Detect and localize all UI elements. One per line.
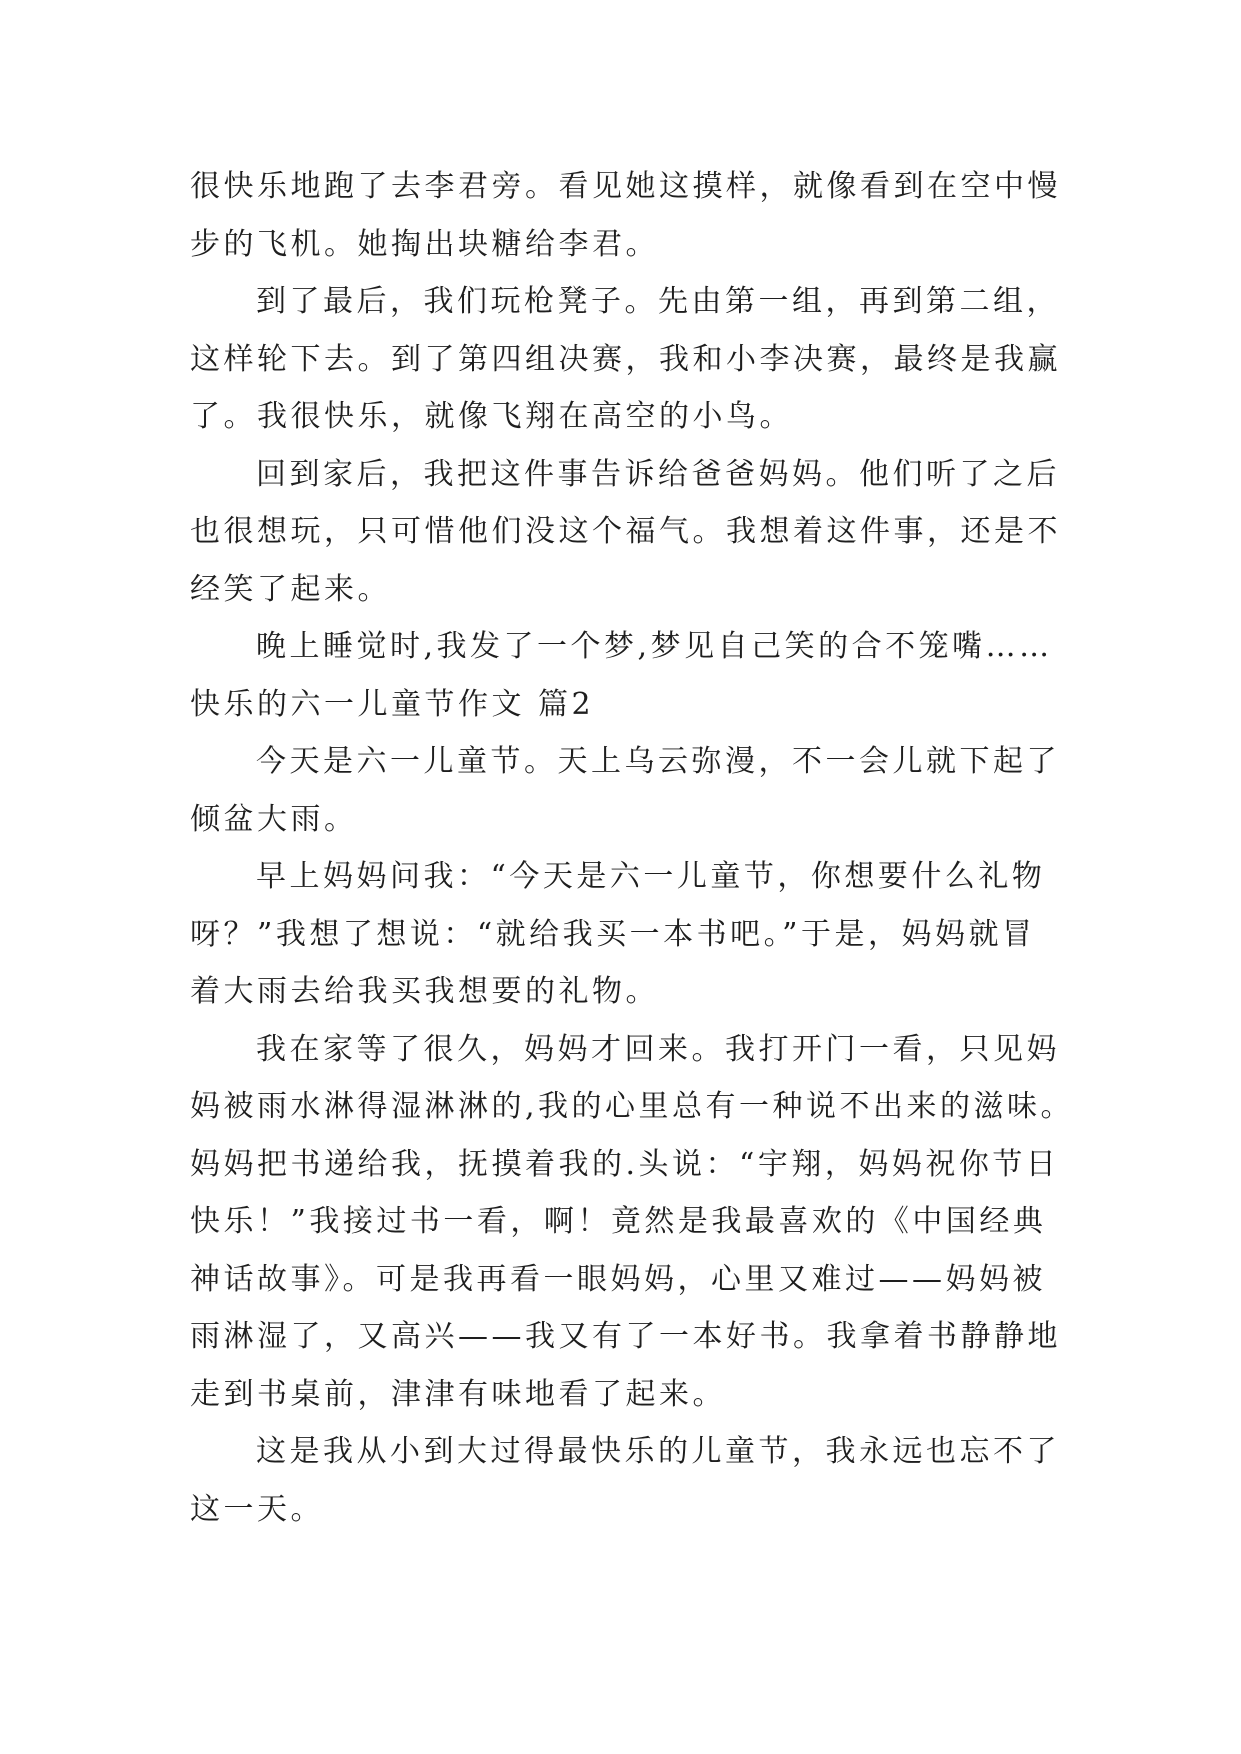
- text-line: 晚上睡觉时,我发了一个梦,梦见自己笑的合不笼嘴……: [256, 629, 1053, 664]
- text-line: 妈被雨水淋得湿淋淋的,我的心里总有一种说不出来的滋味。: [190, 1089, 1075, 1124]
- text-line: 这一天。: [190, 1491, 324, 1527]
- text-line: 很快乐地跑了去李君旁。看见她这摸样，就像看到在空中慢: [190, 169, 1061, 204]
- text-line: 也很想玩，只可惜他们没这个福气。我想着这件事，还是不: [190, 514, 1061, 549]
- section-heading: 快乐的六一儿童节作文 篇2: [190, 686, 595, 722]
- text-line: 着大雨去给我买我想要的礼物。: [190, 974, 659, 1009]
- text-line: 呀？”我想了想说：“就给我买一本书吧。”于是，妈妈就冒: [190, 916, 1036, 952]
- text-line: 快乐！”我接过书一看，啊！竟然是我最喜欢的《中国经典: [190, 1204, 1047, 1239]
- text-line: 神话故事》。可是我再看一眼妈妈，心里又难过——妈妈被: [190, 1261, 1046, 1297]
- text-line: 我在家等了很久，妈妈才回来。我打开门一看，只见妈: [256, 1031, 1060, 1067]
- text-line: 倾盆大雨。: [190, 801, 358, 837]
- text-line: 回到家后，我把这件事告诉给爸爸妈妈。他们听了之后: [256, 456, 1060, 492]
- text-line: 这是我从小到大过得最快乐的儿童节，我永远也忘不了: [256, 1434, 1060, 1469]
- document-body: [190, 158, 1075, 1538]
- text-line: 经笑了起来。: [190, 571, 391, 607]
- text-line: 到了最后，我们玩枪凳子。先由第一组，再到第二组，: [256, 284, 1060, 319]
- text-line: 妈妈把书递给我，抚摸着我的.头说：“宇翔，妈妈祝你节日: [190, 1146, 1060, 1182]
- text-line: 早上妈妈问我：“今天是六一儿童节，你想要什么礼物: [256, 859, 1046, 894]
- text-line: 雨淋湿了，又高兴——我又有了一本好书。我拿着书静静地: [190, 1319, 1061, 1354]
- text-line: 步的飞机。她掏出块糖给李君。: [190, 226, 659, 262]
- text-line: 这样轮下去。到了第四组决赛，我和小李决赛，最终是我赢: [190, 341, 1061, 377]
- text-line: 了。我很快乐，就像飞翔在高空的小鸟。: [190, 399, 793, 434]
- text-line: 今天是六一儿童节。天上乌云弥漫，不一会儿就下起了: [256, 744, 1060, 779]
- text-line: 走到书桌前，津津有味地看了起来。: [190, 1376, 726, 1412]
